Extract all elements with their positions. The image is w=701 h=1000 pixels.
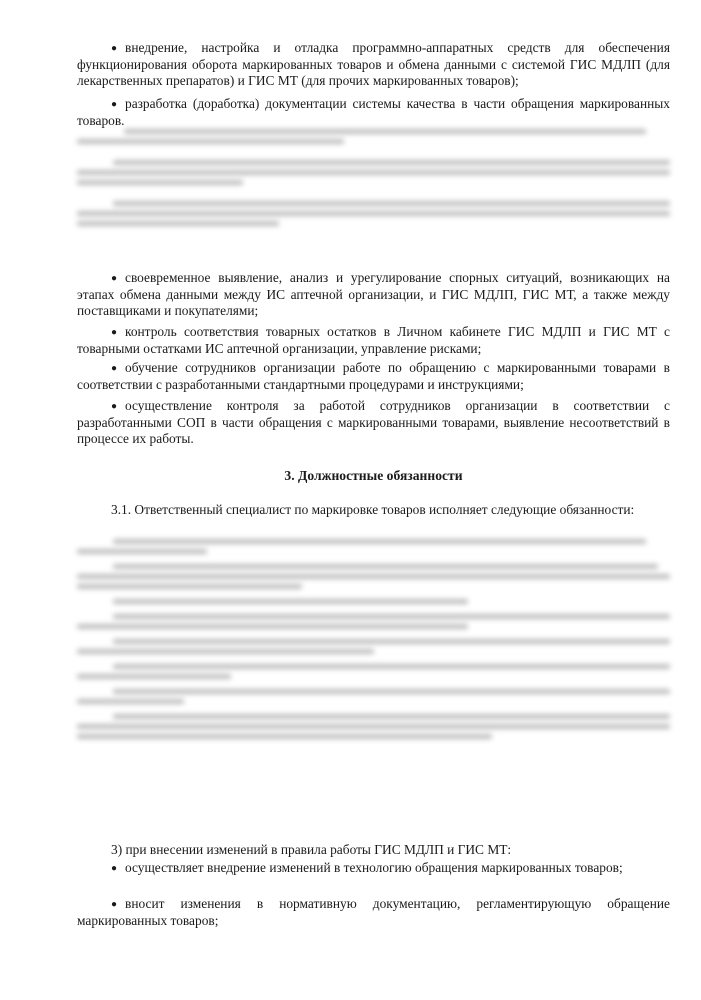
bullet-icon: ● [111, 363, 118, 374]
bullet-icon: ● [111, 99, 118, 110]
list-item: ● осуществление контроля за работой сотрудников организации в соответствии с разработанными СОП в части обращения с маркированными товарами, выявление несоответствий в процессе их работы. [77, 398, 670, 446]
list-item: ● осуществляет внедрение изменений в технологию обращения маркированных товаров; [111, 860, 623, 875]
list-item: ● внедрение, настройка и отладка программно-аппаратных средств для обеспечения функционирования оборота маркированных товаров и обмена данными с системой ГИС МДЛП (для лекарственных препаратов) и ГИС МТ (для прочих маркированных товаров); [77, 40, 670, 88]
bullet-icon: ● [111, 43, 118, 54]
bullet-icon: ● [111, 327, 118, 338]
section-intro: 3.1. Ответственный специалист по маркировке товаров исполняет следующие обязанности: [111, 502, 635, 517]
list-item: ● разработка (доработка) документации системы качества в части обращения маркированных товаров. [77, 96, 670, 128]
subsection-text: 3) при внесении изменений в правила работы ГИС МДЛП и ГИС МТ: [111, 842, 512, 857]
list-item: ● своевременное выявление, анализ и урегулирование спорных ситуаций, возникающих на этапах обмена данными между ИС аптечной организации, и ГИС МДЛП, ГИС МТ, а также между поставщиками и покупателями; [77, 270, 670, 318]
list-item: ● вносит изменения в нормативную документацию, регламентирующую обращение маркированных товаров; [77, 896, 670, 928]
bullet-icon: ● [111, 863, 118, 874]
section-title: 3. Должностные обязанности [284, 468, 463, 483]
bullet-icon: ● [111, 899, 118, 910]
bullet-icon: ● [111, 273, 118, 284]
list-item: ● обучение сотрудников организации работе по обращению с маркированными товарами в соответствии с разработанными стандартными процедурами и инструкциями; [77, 360, 670, 392]
bullet-icon: ● [111, 401, 118, 412]
list-item: ● контроль соответствия товарных остатков в Личном кабинете ГИС МДЛП и ГИС МТ с товарными остатками ИС аптечной организации, управление рисками; [77, 324, 670, 356]
blurred-text-block [77, 534, 670, 834]
blurred-text-block [77, 124, 670, 264]
